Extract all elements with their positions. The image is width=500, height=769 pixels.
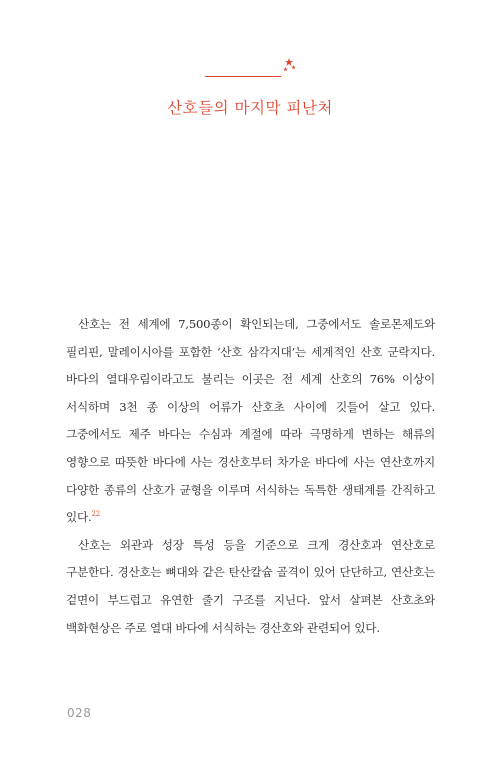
red-stars-icon <box>281 56 297 78</box>
chapter-title: 산호들의 마지막 피난처 <box>167 99 333 117</box>
chapter-ornament <box>205 56 297 82</box>
paragraph-text: 산호는 외관과 성장 특성 등을 기준으로 크게 경산호과 연산호로 구분한다. 경산호는 뼈대와 같은 탄산칼슘 골격이 있어 단단하고, 연산호는 겉면이 부드럽고 유연한 줄기 구조를 지닌다. 앞서 살펴본 산호초와 백화현상은 주로 열대 바다에 서식하는 경산호와 관련되어 있다. <box>66 537 435 635</box>
paragraph-text: 산호는 전 세계에 7,500종이 확인되는데, 그중에서도 솔로몬제도와 필리핀, 말레이시아를 포함한 ‘산호 삼각지대’는 세계적인 산호 군락지다. 바다의 열대우림이라고도 불리는 이곳은 전 세계 산호의 76% 이상이 서식하며 3천 종 이상의 어류가 산호초 사이에 깃들어 살고 있다. 그중에서도 제주 바다는 수심과 계절에 따라 극명하게 변하는 해류의 영향으로 따뜻한 바다에 사는 경산호부터 차가운 바다에 사는 연산호까지 다양한 종류의 산호가 균형을 이루며 서식하는 독특한 생태계를 간직하고 있다. <box>66 317 435 525</box>
paragraph <box>66 311 435 532</box>
paragraph <box>66 532 435 642</box>
ornament-rule <box>205 76 281 77</box>
body-text <box>66 311 435 642</box>
footnote-marker[interactable]: 22 <box>91 510 101 519</box>
page-number: 028 <box>67 706 92 720</box>
